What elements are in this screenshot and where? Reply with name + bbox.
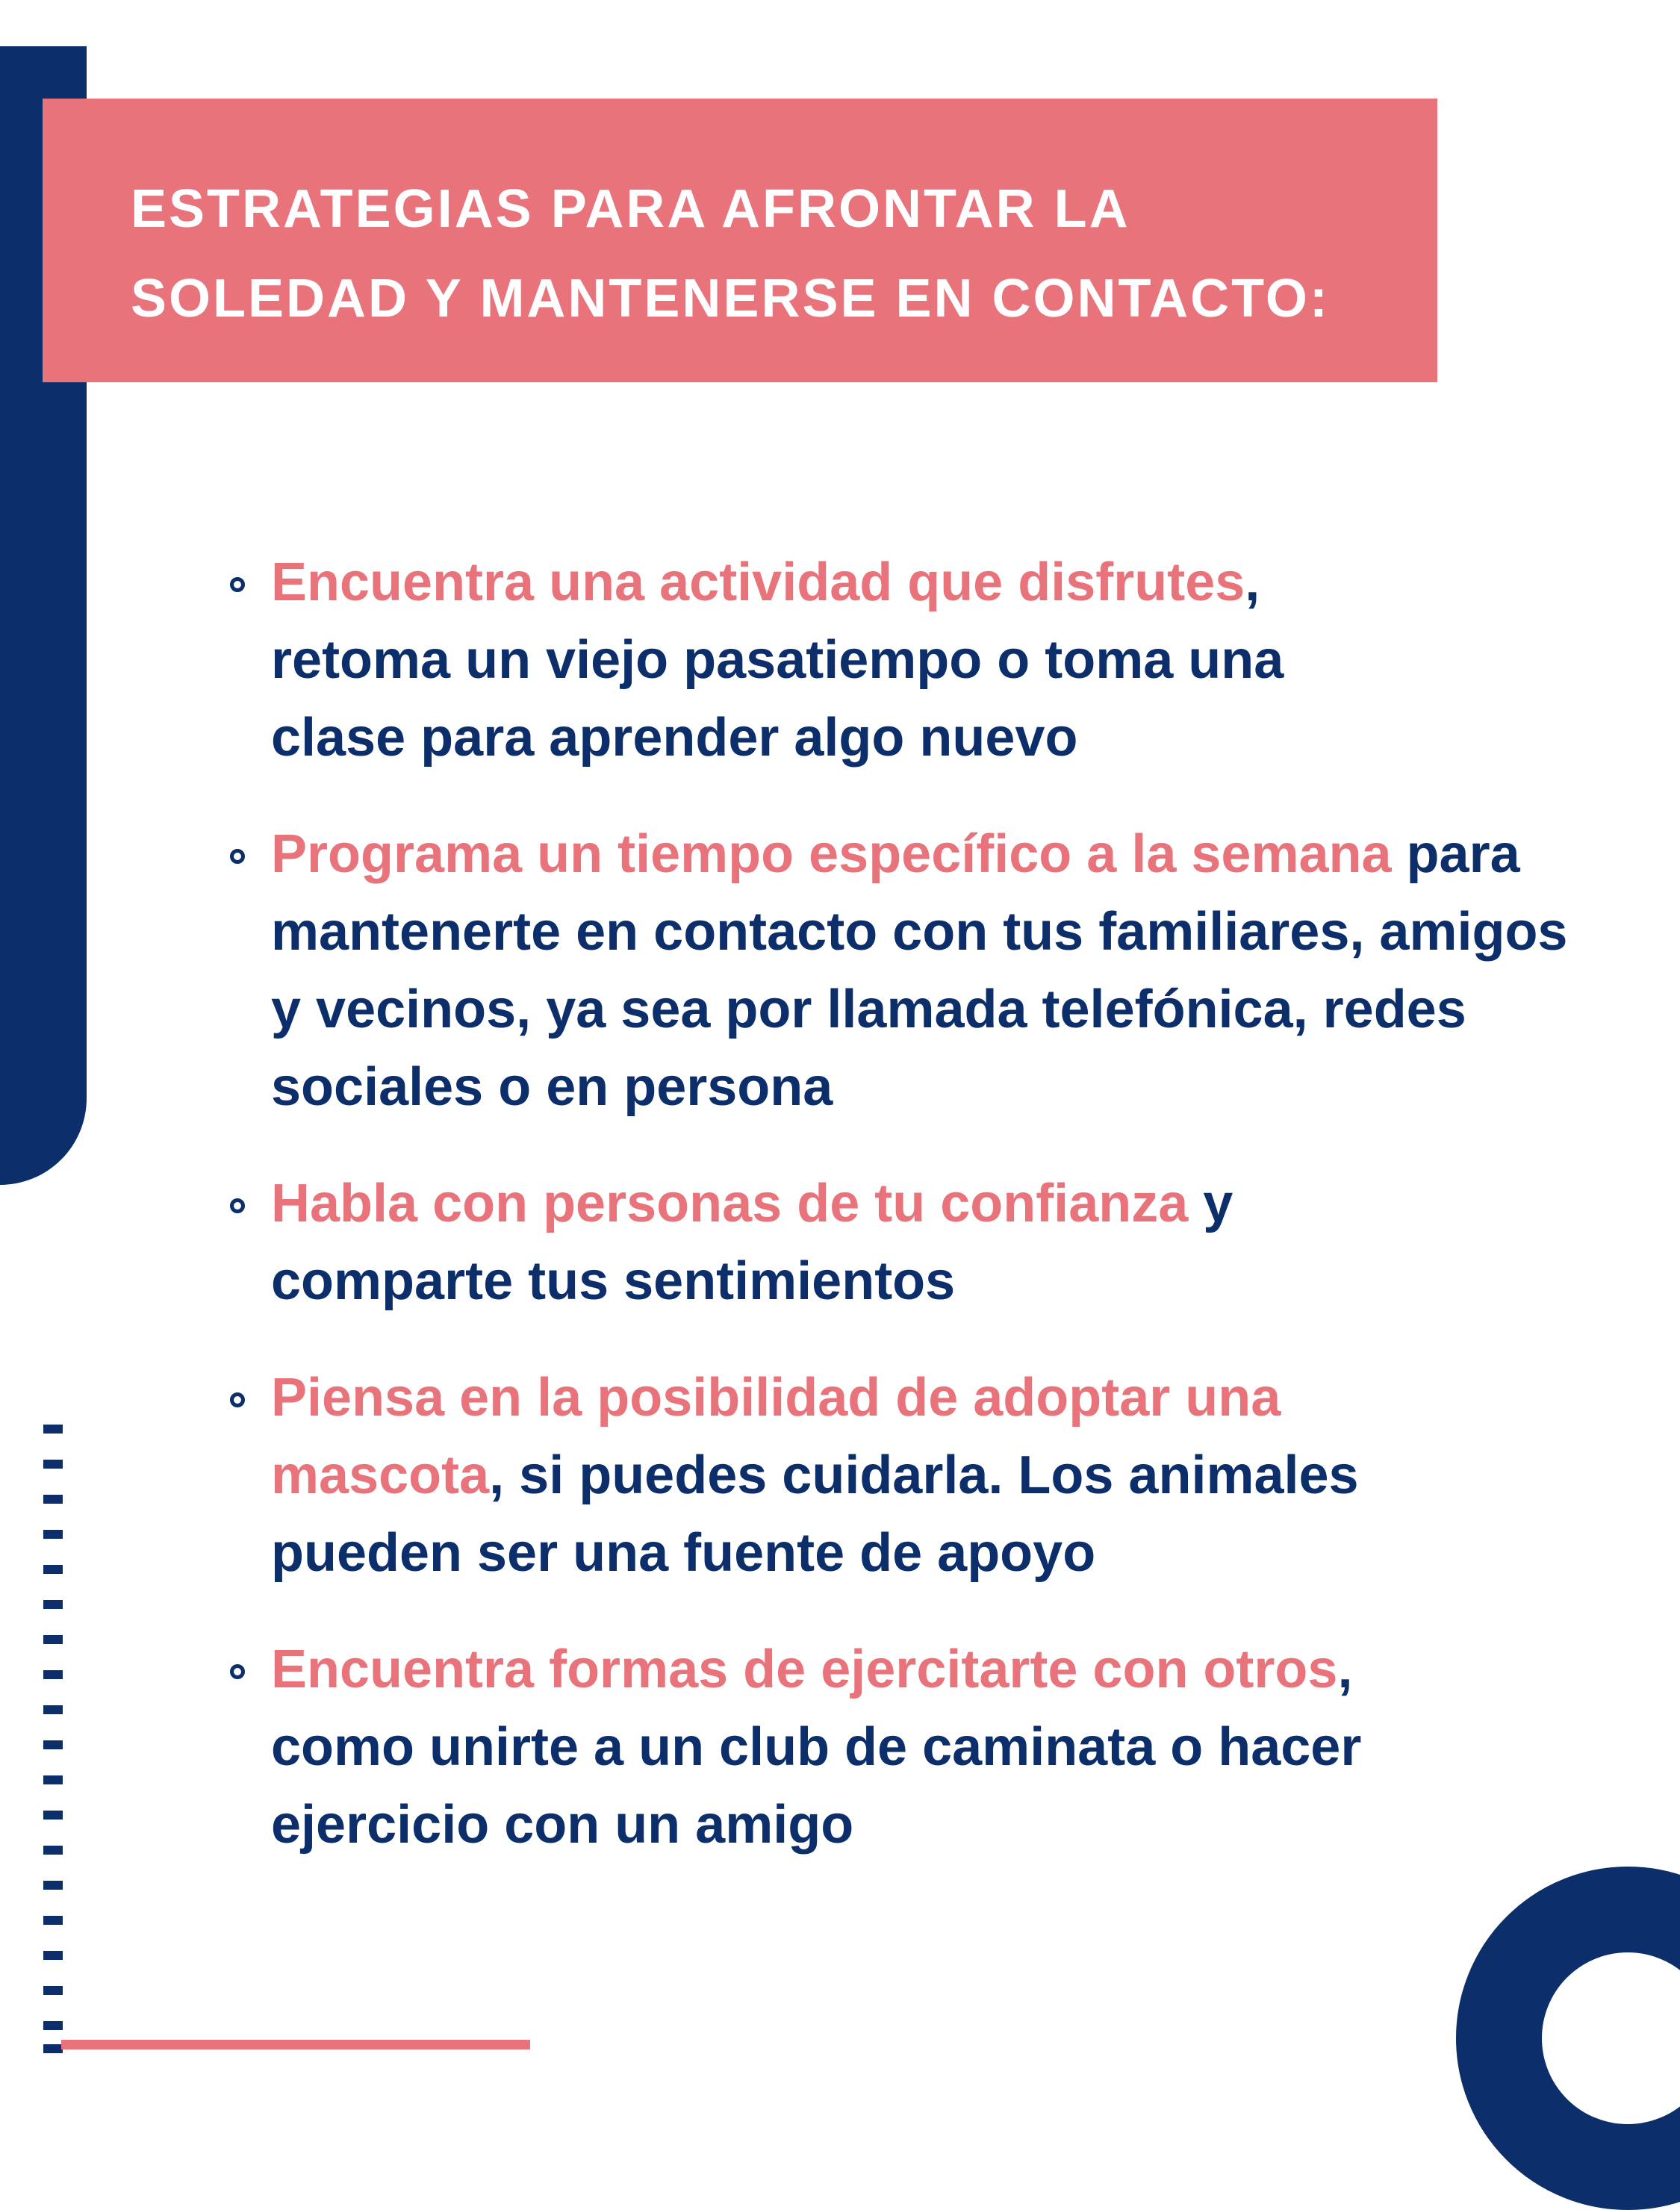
bullet-icon xyxy=(230,1392,245,1407)
bullet-icon xyxy=(230,577,245,592)
title-banner xyxy=(43,99,1437,382)
tick-mark xyxy=(43,1635,63,1644)
tick-mark xyxy=(43,2021,63,2030)
tick-mark xyxy=(43,1916,63,1925)
bottom-accent-line xyxy=(61,2040,530,2049)
tick-mark xyxy=(43,1425,63,1434)
tick-mark xyxy=(43,1495,63,1504)
tick-mark xyxy=(43,1951,63,1960)
list-item xyxy=(224,544,1406,776)
tick-mark xyxy=(43,1565,63,1574)
tick-mark xyxy=(43,1740,63,1749)
tick-mark xyxy=(43,1775,63,1784)
list-item xyxy=(224,815,1608,1126)
tick-mark xyxy=(43,1600,63,1609)
item-text: , como unirte a un club de caminata o hacer ejercicio con un amigo xyxy=(271,1640,1362,1855)
tick-mark xyxy=(43,1986,63,1995)
title-line-1: ESTRATEGIAS PARA AFRONTAR LA xyxy=(131,179,1130,239)
item-highlight: Encuentra una actividad que disfrutes xyxy=(271,552,1245,612)
tick-mark xyxy=(43,1846,63,1855)
tick-mark xyxy=(43,1705,63,1714)
dashed-tick-column xyxy=(43,1425,63,2059)
item-text: , retoma un viejo pasatiempo o toma una clase para aprender algo nuevo xyxy=(271,552,1284,768)
item-text: para mantenerte en contacto con tus familiares, amigos y vecinos, ya sea por llamada telefónica, redes sociales o en persona xyxy=(271,824,1568,1117)
tick-mark xyxy=(43,1881,63,1890)
item-text: , si puedes cuidarla. Los animales pueden ser una fuente de apoyo xyxy=(271,1445,1359,1583)
bullet-icon xyxy=(230,1198,245,1213)
title-line-2: SOLEDAD Y MANTENERSE EN CONTACTO: xyxy=(131,269,1330,329)
item-highlight: Encuentra formas de ejercitarte con otros xyxy=(271,1640,1338,1699)
tick-mark xyxy=(43,1670,63,1679)
list-item xyxy=(224,1359,1391,1592)
bullet-icon xyxy=(230,849,245,864)
item-text: y comparte tus sentimientos xyxy=(271,1174,1233,1311)
item-highlight: Programa un tiempo específico a la semana xyxy=(271,824,1392,884)
corner-ring-decoration xyxy=(1456,1867,1680,2210)
item-highlight: Piensa en la posibilidad de adoptar una mascota xyxy=(271,1368,1281,1505)
tick-mark xyxy=(43,1460,63,1469)
item-highlight: Habla con personas de tu confianza xyxy=(271,1174,1189,1233)
bullet-icon xyxy=(230,1664,245,1679)
tick-mark xyxy=(43,1530,63,1539)
tick-mark xyxy=(43,1811,63,1820)
list-item xyxy=(224,1165,1354,1320)
strategy-list xyxy=(224,544,1568,1902)
tick-mark xyxy=(43,2044,63,2053)
list-item xyxy=(224,1631,1466,1864)
